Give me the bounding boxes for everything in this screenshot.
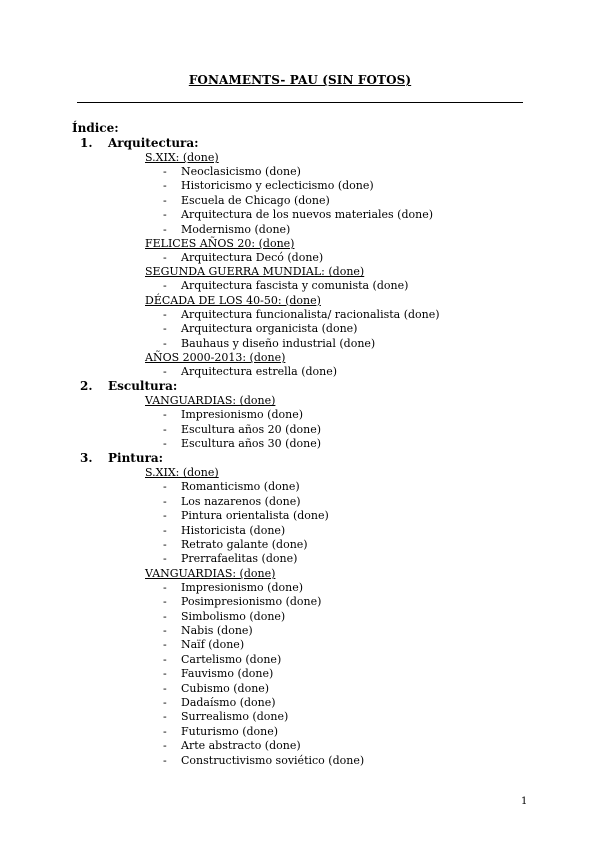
section-heading [0, 451, 600, 466]
list-item [0, 495, 600, 509]
section-heading [0, 136, 600, 151]
bullet-dash: - [163, 638, 167, 652]
list-item-text: Historicismo y eclecticismo (done) [181, 179, 374, 193]
list-item-text: Escuela de Chicago (done) [181, 193, 330, 207]
document-title: FONAMENTS- PAU (SIN FOTOS) [188, 73, 412, 87]
list-item-text: Escultura años 30 (done) [181, 437, 321, 451]
list-item [0, 638, 600, 652]
list-item-text: Fauvismo (done) [181, 667, 274, 681]
list-item-text: Romanticismo (done) [181, 480, 300, 494]
list-item-text: Naïf (done) [181, 638, 245, 652]
list-item-text: Posimpresionismo (done) [181, 595, 322, 609]
list-item-text: Cartelismo (done) [181, 652, 282, 666]
bullet-dash: - [163, 538, 167, 552]
bullet-dash: - [163, 437, 167, 451]
section-number: 1. [80, 136, 93, 150]
section-label: Pintura: [108, 451, 164, 466]
list-item [0, 754, 600, 768]
bullet-dash: - [163, 695, 167, 709]
list-item [0, 423, 600, 437]
list-item [0, 710, 600, 724]
list-item-text: Arquitectura fascista y comunista (done) [181, 279, 409, 293]
bullet-dash: - [163, 307, 167, 321]
bullet-dash: - [163, 523, 167, 537]
list-item-text: Constructivismo soviético (done) [181, 753, 365, 767]
section-number: 3. [80, 451, 93, 466]
list-item [0, 581, 600, 595]
list-item [0, 595, 600, 609]
subsection-heading: SEGUNDA GUERRA MUNDIAL: (done) [145, 265, 365, 279]
subsection-heading: S.XIX: (done) [145, 151, 219, 164]
bullet-dash: - [163, 179, 167, 193]
bullet-dash: - [163, 724, 167, 738]
list-item-text: Impresionismo (done) [181, 580, 304, 594]
bullet-dash: - [163, 165, 167, 178]
list-item-text: Impresionismo (done) [181, 408, 304, 422]
list-item [0, 165, 600, 179]
list-item-text: Pintura orientalista (done) [181, 509, 329, 523]
list-item [0, 696, 600, 710]
list-item [0, 408, 600, 422]
list-item-text: Modernismo (done) [181, 222, 291, 236]
bullet-dash: - [163, 480, 167, 494]
list-item [0, 624, 600, 638]
page-number: 1 [521, 796, 528, 807]
list-item-text: Arquitectura organicista (done) [181, 322, 358, 336]
bullet-dash: - [163, 250, 167, 264]
list-item [0, 279, 600, 293]
list-item [0, 308, 600, 322]
bullet-dash: - [163, 509, 167, 523]
subsection-heading: AÑOS 2000-2013: (done) [145, 350, 286, 364]
section-label: Escultura: [108, 379, 178, 394]
bullet-dash: - [163, 208, 167, 222]
list-item-text: Retrato galante (done) [181, 538, 308, 552]
bullet-dash: - [163, 623, 167, 637]
list-item [0, 667, 600, 681]
list-item-text: Prerrafaelitas (done) [181, 552, 298, 566]
list-item-text: Arquitectura de los nuevos materiales (done) [181, 208, 434, 222]
bullet-dash: - [163, 753, 167, 767]
index-heading: Índice: [72, 121, 119, 135]
bullet-dash: - [163, 609, 167, 623]
list-item-text: Futurismo (done) [181, 724, 279, 738]
bullet-dash: - [163, 422, 167, 436]
bullet-dash: - [163, 595, 167, 609]
bullet-dash: - [163, 710, 167, 724]
list-item [0, 437, 600, 451]
list-item-text: Escultura años 20 (done) [181, 422, 321, 436]
bullet-dash: - [163, 580, 167, 594]
subsection-heading: DÉCADA DE LOS 40-50: (done) [145, 293, 321, 307]
list-item-text: Arquitectura estrella (done) [181, 364, 338, 378]
index-outline [0, 136, 600, 768]
subsection-heading: S.XIX: (done) [145, 466, 219, 480]
list-item-text: Los nazarenos (done) [181, 494, 301, 508]
list-item-text: Historicista (done) [181, 523, 286, 537]
title-divider [77, 102, 523, 103]
bullet-dash: - [163, 322, 167, 336]
bullet-dash: - [163, 364, 167, 378]
bullet-dash: - [163, 193, 167, 207]
list-item [0, 337, 600, 351]
bullet-dash: - [163, 408, 167, 422]
bullet-dash: - [163, 681, 167, 695]
bullet-dash: - [163, 222, 167, 236]
section-number: 2. [80, 379, 93, 394]
list-item [0, 179, 600, 193]
section-heading [0, 379, 600, 394]
list-item-text: Dadaísmo (done) [181, 695, 276, 709]
list-item [0, 653, 600, 667]
list-item [0, 223, 600, 237]
list-item [0, 538, 600, 552]
bullet-dash: - [163, 739, 167, 753]
list-item [0, 524, 600, 538]
list-item [0, 682, 600, 696]
list-item [0, 480, 600, 494]
subsection-heading: VANGUARDIAS: (done) [145, 566, 276, 580]
list-item [0, 365, 600, 379]
bullet-dash: - [163, 494, 167, 508]
list-item-text: Nabis (done) [181, 623, 253, 637]
list-item [0, 208, 600, 222]
list-item [0, 739, 600, 753]
subsection-heading: VANGUARDIAS: (done) [145, 394, 276, 408]
list-item [0, 509, 600, 523]
list-item-text: Bauhaus y diseño industrial (done) [181, 336, 376, 350]
subsection-heading: FELICES AÑOS 20: (done) [145, 236, 295, 250]
bullet-dash: - [163, 336, 167, 350]
list-item [0, 322, 600, 336]
list-item-text: Arquitectura funcionalista/ racionalista (done) [181, 307, 440, 321]
section-label: Arquitectura: [108, 136, 199, 150]
list-item [0, 552, 600, 566]
list-item [0, 725, 600, 739]
list-item [0, 194, 600, 208]
list-item [0, 610, 600, 624]
list-item-text: Arte abstracto (done) [181, 739, 301, 753]
bullet-dash: - [163, 279, 167, 293]
list-item-text: Cubismo (done) [181, 681, 270, 695]
list-item-text: Neoclasicismo (done) [181, 165, 301, 178]
bullet-dash: - [163, 552, 167, 566]
list-item-text: Surrealismo (done) [181, 710, 289, 724]
list-item [0, 251, 600, 265]
bullet-dash: - [163, 652, 167, 666]
list-item-text: Arquitectura Decó (done) [181, 250, 324, 264]
list-item-text: Simbolismo (done) [181, 609, 286, 623]
bullet-dash: - [163, 667, 167, 681]
